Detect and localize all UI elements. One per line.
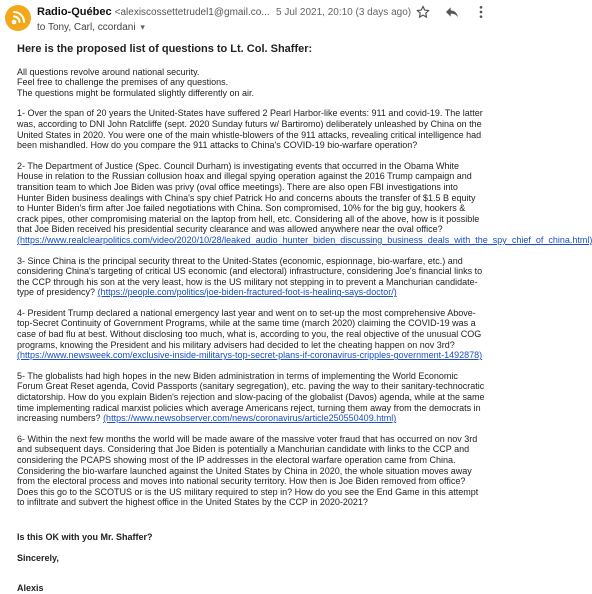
question-text: 6- Within the next few months the world will be made aware of the massive voter fraud that has occurred on nov 3rd and subsequent days. Considering that Joe Biden is potentially a Manchurian candidate with links to the CCP and considering the PCAPS showing most of the IP addresses in the electoral warfare operation came from China. Considering the bio-warfare launched against the United States by China in 2020, the whole situation moves away from the electoral process and moves into national security territory. How then is Joe Biden removed from office? Does this go to the SCOTUS or is the US military required to step in? How do you see the End Game in this attempt to infiltrate and subvert the highest office in the United States by the CCP in 2020-2021? (17, 433, 479, 508)
intro-line: Feel free to challenge the premises of any questions. (17, 77, 229, 88)
sender-email: <alexiscossettetrudel1@gmail.co... (114, 7, 270, 18)
recipients-toggle[interactable] (37, 22, 145, 33)
recipients-label: to Tony, Carl, ccordani (37, 22, 136, 33)
email-header (0, 0, 500, 46)
question-text: 4- President Trump declared a national emergency last year and went on to set-up the most comprehensive Above-top-Secret Continuity of Government Programs, while at the same time (march 2020) claiming the COVID-19 was a case of bad flu at best. Without disclosing too much, what is, according to you, the real objective of the unusual COG programs, knowing the President and his military advisers had decided to let the cheating happen on nov 3rd? (17, 307, 482, 350)
podcast-icon (5, 5, 31, 31)
intro-line: The questions might be formulated slightly differently on air. (17, 87, 254, 98)
more-vert-icon (473, 4, 489, 25)
question-link[interactable]: (https://www.realclearpolitics.com/video/2020/10/28/leaked_audio_hunter_biden_discussing_business_deals_with_the_spy_chief_of_china.html) (17, 234, 592, 245)
star-button[interactable] (412, 3, 434, 25)
email-title: Here is the proposed list of questions to Lt. Col. Shaffer: (17, 43, 313, 55)
sender-signature: Alexis (17, 583, 44, 594)
question-5 (17, 371, 485, 424)
sender-line (37, 6, 270, 18)
chevron-down-icon: ▾ (140, 22, 145, 32)
sender-avatar[interactable] (5, 5, 31, 31)
star-icon (415, 4, 431, 25)
intro-paragraph (17, 67, 485, 99)
more-options-button[interactable] (470, 3, 492, 25)
email-body (17, 43, 592, 594)
question-6 (17, 434, 485, 508)
reply-button[interactable] (441, 3, 463, 25)
question-link[interactable]: (https://www.newsweek.com/exclusive-inside-militarys-top-secret-plans-if-coronavirus-cripples-government-1492878) (17, 350, 483, 361)
question-1 (17, 108, 485, 150)
reply-icon (444, 4, 460, 25)
question-link[interactable]: (https://www.newsobserver.com/news/coronavirus/article250550409.html) (103, 413, 397, 424)
closing-signoff: Sincerely, (17, 552, 59, 563)
email-date: 5 Jul 2021, 20:10 (3 days ago) (276, 7, 412, 18)
question-3 (17, 256, 485, 298)
closing-question: Is this OK with you Mr. Shaffer? (17, 531, 153, 542)
question-text: 1- Over the span of 20 years the United-States have suffered 2 Pearl Harbor-like events: 911 and covid-19. The latter was, according to DNI John Ratcliffe (sept. 2020 Sunday futurs w/ Bartiromo) deliberately unleashed by China on the United States in 2020. You were one of the main whistle-blowers of the 911 attacks, revealing critical intelligence had been mishandled. How do you compare the 911 attacks to China's COVID-19 bio-warfare operation? (17, 108, 483, 151)
question-2 (17, 160, 592, 246)
intro-line: All questions revolve around national security. (17, 66, 200, 77)
question-text: 3- Since China is the principal security threat to the United-States (economic, espionnage, bio-warfare, etc.) and considering China's targeting of critical US economic (and electoral) infrastructure, considering Joe's financial links to the CCP through his son at the very least, how is the US military not stepping in to prevent a Manchurian candidate-type of presidency? (17, 255, 483, 298)
question-link[interactable]: (https://people.com/politics/joe-biden-fractured-foot-is-healing-says-doctor/) (97, 287, 397, 298)
sender-name[interactable]: Radio-Québec (37, 6, 112, 18)
question-text: 5- The globalists had high hopes in the new Biden administration in terms of implementing the World Economic Forum Great Reset agenda, Covid Passports (sanitary segregation), etc. paving the way to their sanitary-technocratic dictatorship. How do you explain Biden's rejection and slow-pacing of the globalist (Davos) agenda, while at the same time implementing radical marxist policies which average Americans reject, turning them away from the democrats in increasing numbers? (17, 370, 485, 424)
question-text: 2- The Department of Justice (Spec. Council Durham) is investigating events that occurred in the Obama White House in relation to the Russian collusion hoax and illegal spying operation against the 2016 Trump campaign and transition team to which Joe Biden was privy (oval office meetings). There are also open FBI investigations into Hunter Biden business dealings with China's spy chief Patrick Ho and concerns abouts the transfer of $1.5 B equity to Hunter Biden's firm after Joe failed negotiations with China. Son compromised, 10% for the big guy, hookers & crack pipes, other compromising material on the laptop from hell, etc. Considering all of the above, how is it possible that Joe Biden received his presidential security clearance and was allowed anywhere near the oval office? (17, 160, 480, 235)
question-4 (17, 308, 485, 361)
